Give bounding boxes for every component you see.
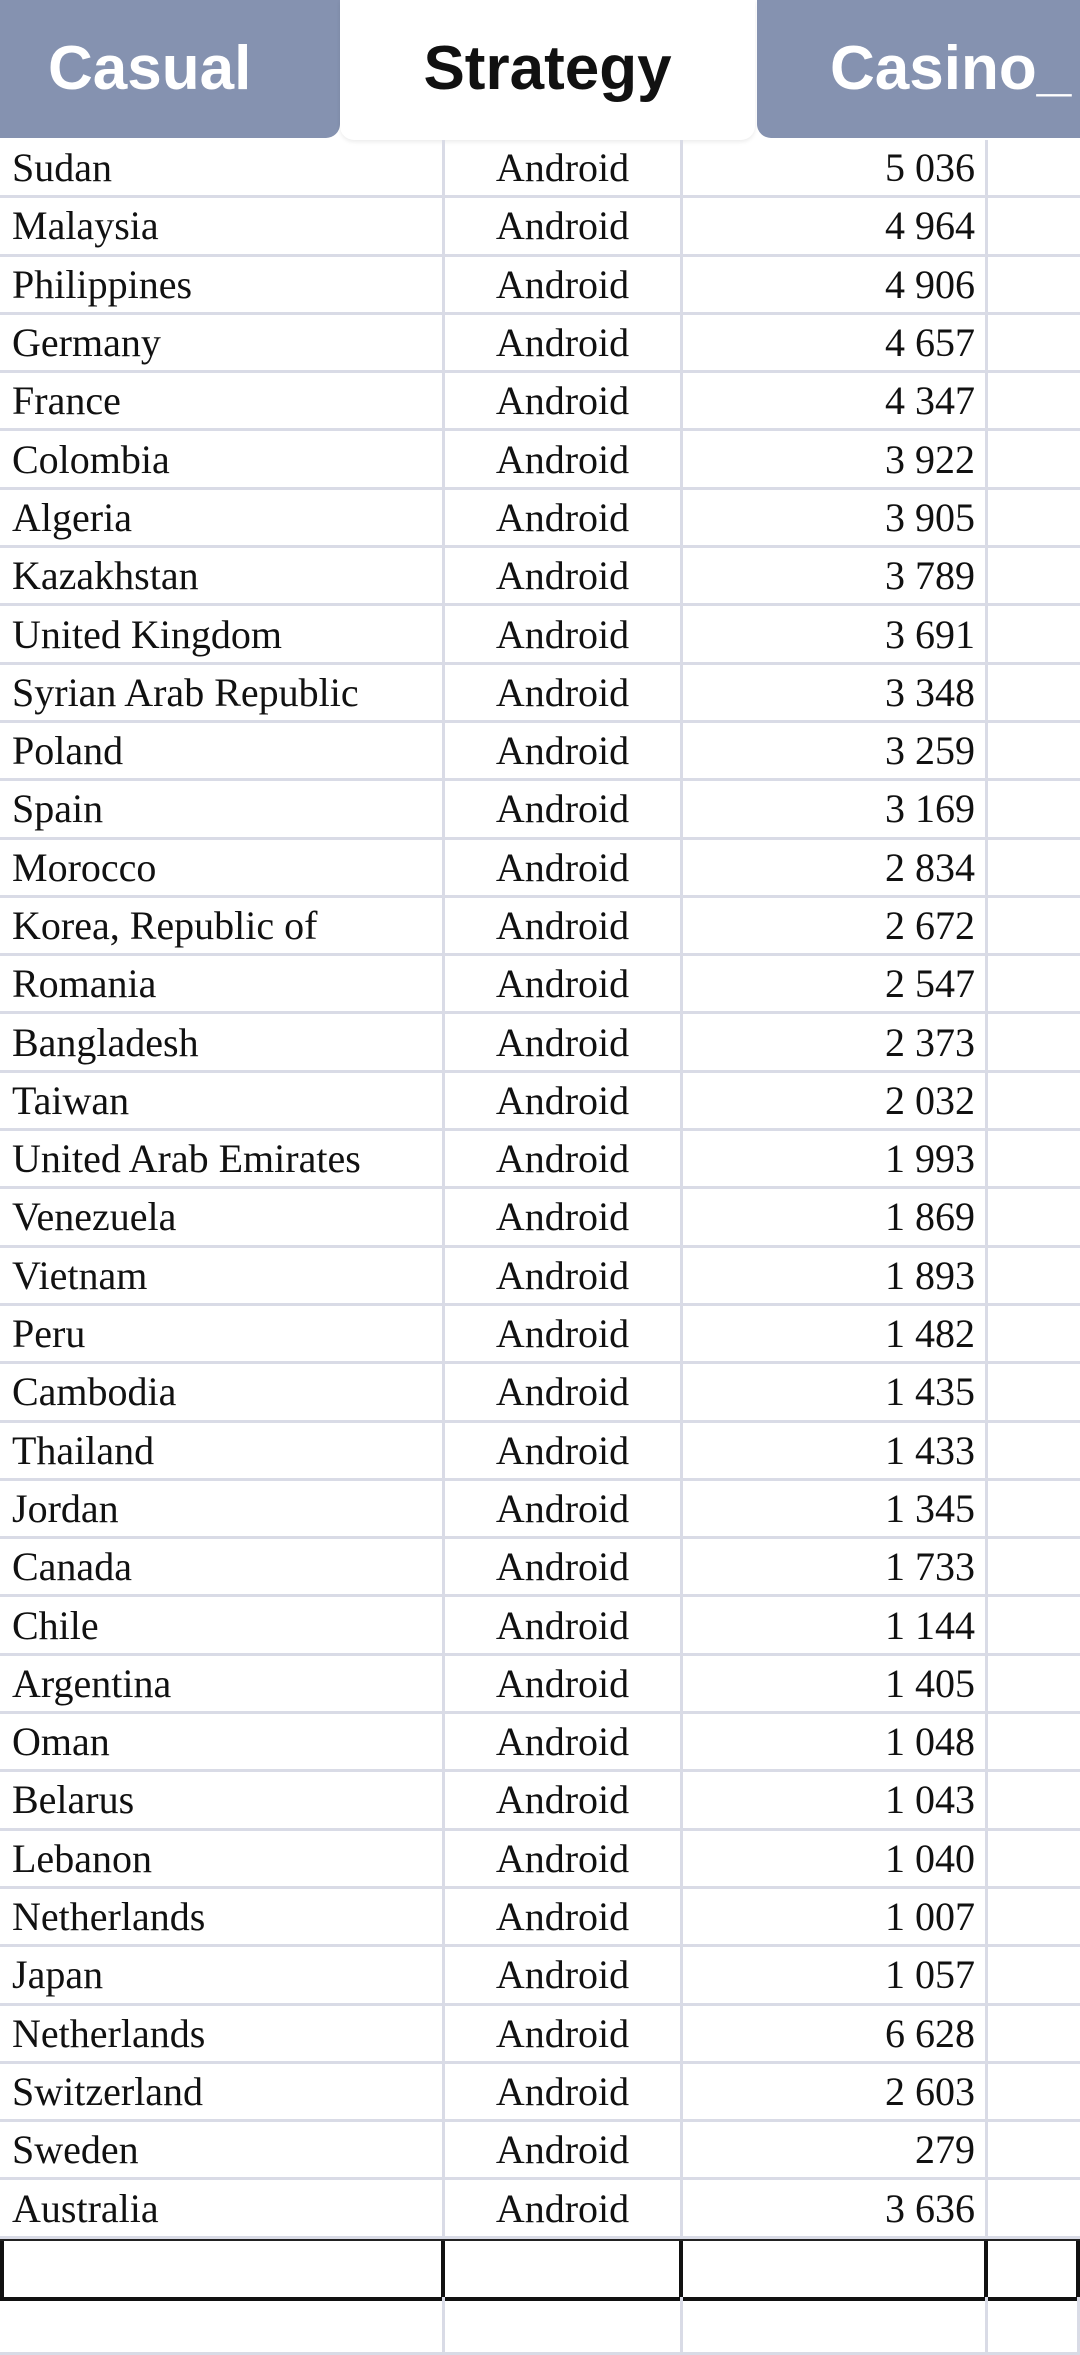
empty-cell[interactable] bbox=[988, 2064, 1080, 2119]
value-cell[interactable]: 3 348 bbox=[683, 665, 988, 720]
platform-cell[interactable]: Android bbox=[445, 1423, 683, 1478]
platform-cell[interactable]: Android bbox=[445, 723, 683, 778]
country-cell[interactable]: Lebanon bbox=[0, 1831, 445, 1886]
platform-cell[interactable]: Android bbox=[445, 1656, 683, 1711]
platform-cell[interactable]: Android bbox=[445, 1889, 683, 1944]
country-cell[interactable]: Syrian Arab Republic bbox=[0, 665, 445, 720]
platform-cell[interactable]: Android bbox=[445, 315, 683, 370]
table-row bbox=[0, 1539, 1080, 1597]
empty-cell[interactable] bbox=[988, 2241, 1080, 2297]
platform-cell[interactable]: Android bbox=[445, 257, 683, 312]
table-row bbox=[0, 1947, 1080, 2005]
platform-cell[interactable]: Android bbox=[445, 198, 683, 253]
table-row bbox=[0, 840, 1080, 898]
platform-cell[interactable]: Android bbox=[445, 1131, 683, 1186]
country-cell[interactable]: Morocco bbox=[0, 840, 445, 895]
table-row bbox=[0, 1481, 1080, 1539]
platform-cell[interactable]: Android bbox=[445, 1248, 683, 1303]
value-cell[interactable]: 3 905 bbox=[683, 490, 988, 545]
value-cell[interactable]: 1 993 bbox=[683, 1131, 988, 1186]
platform-cell[interactable]: Android bbox=[445, 1189, 683, 1244]
empty-cell[interactable] bbox=[988, 1423, 1080, 1478]
table-row bbox=[0, 1831, 1080, 1889]
value-cell[interactable]: 1 435 bbox=[683, 1364, 988, 1419]
value-cell[interactable]: 3 789 bbox=[683, 548, 988, 603]
platform-cell[interactable]: Android bbox=[445, 431, 683, 486]
country-cell[interactable]: Jordan bbox=[0, 1481, 445, 1536]
table-row bbox=[0, 781, 1080, 839]
empty-cell[interactable] bbox=[0, 2241, 445, 2297]
country-cell[interactable]: Oman bbox=[0, 1714, 445, 1769]
country-cell[interactable]: Korea, Republic of bbox=[0, 898, 445, 953]
platform-cell[interactable]: Android bbox=[445, 1481, 683, 1536]
value-cell[interactable]: 3 922 bbox=[683, 431, 988, 486]
table-row bbox=[0, 1889, 1080, 1947]
table-row bbox=[0, 2122, 1080, 2180]
country-cell[interactable]: Argentina bbox=[0, 1656, 445, 1711]
country-cell[interactable]: Colombia bbox=[0, 431, 445, 486]
country-cell[interactable]: Poland bbox=[0, 723, 445, 778]
platform-cell[interactable]: Android bbox=[445, 1539, 683, 1594]
value-cell[interactable]: 2 603 bbox=[683, 2064, 988, 2119]
table-row bbox=[0, 373, 1080, 431]
table-row bbox=[0, 1714, 1080, 1772]
value-cell[interactable]: 1 040 bbox=[683, 1831, 988, 1886]
platform-cell[interactable]: Android bbox=[445, 781, 683, 836]
platform-cell[interactable]: Android bbox=[445, 1014, 683, 1069]
value-cell[interactable]: 3 636 bbox=[683, 2180, 988, 2235]
table-row bbox=[0, 1073, 1080, 1131]
value-cell[interactable]: 3 259 bbox=[683, 723, 988, 778]
table-row bbox=[0, 1306, 1080, 1364]
value-cell[interactable]: 1 433 bbox=[683, 1423, 988, 1478]
empty-cell[interactable] bbox=[683, 2297, 988, 2352]
table-row bbox=[0, 956, 1080, 1014]
value-cell[interactable]: 4 347 bbox=[683, 373, 988, 428]
value-cell[interactable]: 4 906 bbox=[683, 257, 988, 312]
empty-cell[interactable] bbox=[683, 2241, 988, 2297]
country-cell[interactable]: Sweden bbox=[0, 2122, 445, 2177]
table-row bbox=[0, 1364, 1080, 1422]
empty-cell[interactable] bbox=[988, 1597, 1080, 1652]
blank-row[interactable] bbox=[0, 2297, 1080, 2355]
country-cell[interactable]: Canada bbox=[0, 1539, 445, 1594]
empty-cell[interactable] bbox=[988, 1189, 1080, 1244]
table-row bbox=[0, 198, 1080, 256]
table-row bbox=[0, 1248, 1080, 1306]
platform-cell[interactable]: Android bbox=[445, 373, 683, 428]
platform-cell[interactable]: Android bbox=[445, 2006, 683, 2061]
empty-cell[interactable] bbox=[988, 431, 1080, 486]
platform-cell[interactable]: Android bbox=[445, 840, 683, 895]
value-cell[interactable]: 1 345 bbox=[683, 1481, 988, 1536]
empty-cell[interactable] bbox=[988, 1947, 1080, 2002]
empty-cell[interactable] bbox=[988, 1656, 1080, 1711]
table-row bbox=[0, 1189, 1080, 1247]
country-cell[interactable]: Peru bbox=[0, 1306, 445, 1361]
country-cell[interactable]: Kazakhstan bbox=[0, 548, 445, 603]
empty-cell[interactable] bbox=[988, 257, 1080, 312]
empty-cell[interactable] bbox=[445, 2241, 683, 2297]
country-cell[interactable]: Australia bbox=[0, 2180, 445, 2235]
country-cell[interactable]: Romania bbox=[0, 956, 445, 1011]
country-cell[interactable]: Germany bbox=[0, 315, 445, 370]
country-cell[interactable]: Malaysia bbox=[0, 198, 445, 253]
platform-cell[interactable]: Android bbox=[445, 1947, 683, 2002]
value-cell[interactable]: 1 048 bbox=[683, 1714, 988, 1769]
empty-cell[interactable] bbox=[988, 1248, 1080, 1303]
empty-cell[interactable] bbox=[988, 781, 1080, 836]
value-cell[interactable]: 1 733 bbox=[683, 1539, 988, 1594]
platform-cell[interactable]: Android bbox=[445, 548, 683, 603]
value-cell[interactable]: 2 547 bbox=[683, 956, 988, 1011]
platform-cell[interactable]: Android bbox=[445, 898, 683, 953]
value-cell[interactable]: 1 043 bbox=[683, 1772, 988, 1827]
value-cell[interactable]: 1 057 bbox=[683, 1947, 988, 2002]
empty-cell[interactable] bbox=[988, 665, 1080, 720]
value-cell[interactable]: 1 144 bbox=[683, 1597, 988, 1652]
table-row bbox=[0, 548, 1080, 606]
country-cell[interactable]: Switzerland bbox=[0, 2064, 445, 2119]
country-cell[interactable]: Japan bbox=[0, 1947, 445, 2002]
empty-cell[interactable] bbox=[988, 2006, 1080, 2061]
value-cell[interactable]: 4 657 bbox=[683, 315, 988, 370]
value-cell[interactable]: 2 672 bbox=[683, 898, 988, 953]
platform-cell[interactable]: Android bbox=[445, 1597, 683, 1652]
empty-cell[interactable] bbox=[988, 840, 1080, 895]
platform-cell[interactable]: Android bbox=[445, 1772, 683, 1827]
value-cell[interactable]: 4 964 bbox=[683, 198, 988, 253]
platform-cell[interactable]: Android bbox=[445, 2064, 683, 2119]
selected-empty-row[interactable] bbox=[0, 2239, 1080, 2297]
empty-cell[interactable] bbox=[988, 490, 1080, 545]
sheet-tab-bar bbox=[0, 0, 1080, 140]
value-cell[interactable]: 1 893 bbox=[683, 1248, 988, 1303]
table-row bbox=[0, 1131, 1080, 1189]
table-row bbox=[0, 257, 1080, 315]
empty-cell[interactable] bbox=[988, 2297, 1080, 2352]
table-row bbox=[0, 2180, 1080, 2238]
country-cell[interactable]: Spain bbox=[0, 781, 445, 836]
empty-cell[interactable] bbox=[988, 198, 1080, 253]
empty-cell[interactable] bbox=[988, 1131, 1080, 1186]
table-row bbox=[0, 490, 1080, 548]
platform-cell[interactable]: Android bbox=[445, 956, 683, 1011]
value-cell[interactable]: 5 036 bbox=[683, 140, 988, 195]
value-cell[interactable]: 2 032 bbox=[683, 1073, 988, 1128]
empty-cell[interactable] bbox=[988, 315, 1080, 370]
empty-cell[interactable] bbox=[988, 1831, 1080, 1886]
country-cell[interactable]: Vietnam bbox=[0, 1248, 445, 1303]
table-row bbox=[0, 1423, 1080, 1481]
platform-cell[interactable]: Android bbox=[445, 2180, 683, 2235]
empty-cell[interactable] bbox=[988, 1014, 1080, 1069]
empty-cell[interactable] bbox=[988, 898, 1080, 953]
empty-cell[interactable] bbox=[988, 1714, 1080, 1769]
country-cell[interactable]: Sudan bbox=[0, 140, 445, 195]
country-cell[interactable]: United Kingdom bbox=[0, 606, 445, 661]
table-row bbox=[0, 1656, 1080, 1714]
country-cell[interactable]: Thailand bbox=[0, 1423, 445, 1478]
country-cell[interactable]: Cambodia bbox=[0, 1364, 445, 1419]
table-row bbox=[0, 665, 1080, 723]
spreadsheet-grid bbox=[0, 140, 1080, 2355]
table-row bbox=[0, 140, 1080, 198]
empty-cell[interactable] bbox=[0, 2297, 445, 2352]
platform-cell[interactable]: Android bbox=[445, 1714, 683, 1769]
empty-cell[interactable] bbox=[988, 548, 1080, 603]
table-row bbox=[0, 431, 1080, 489]
empty-cell[interactable] bbox=[988, 606, 1080, 661]
table-row bbox=[0, 1597, 1080, 1655]
table-row bbox=[0, 723, 1080, 781]
country-cell[interactable]: Netherlands bbox=[0, 1889, 445, 1944]
country-cell[interactable]: United Arab Emirates bbox=[0, 1131, 445, 1186]
empty-cell[interactable] bbox=[988, 1772, 1080, 1827]
platform-cell[interactable]: Android bbox=[445, 606, 683, 661]
platform-cell[interactable]: Android bbox=[445, 2122, 683, 2177]
table-row bbox=[0, 1772, 1080, 1830]
empty-cell[interactable] bbox=[988, 1073, 1080, 1128]
value-cell[interactable]: 2 834 bbox=[683, 840, 988, 895]
table-row bbox=[0, 2064, 1080, 2122]
platform-cell[interactable]: Android bbox=[445, 490, 683, 545]
empty-cell[interactable] bbox=[988, 956, 1080, 1011]
empty-cell[interactable] bbox=[988, 140, 1080, 195]
country-cell[interactable]: Philippines bbox=[0, 257, 445, 312]
table-row bbox=[0, 1014, 1080, 1072]
country-cell[interactable]: Belarus bbox=[0, 1772, 445, 1827]
value-cell[interactable]: 3 691 bbox=[683, 606, 988, 661]
empty-cell[interactable] bbox=[988, 1364, 1080, 1419]
country-cell[interactable]: France bbox=[0, 373, 445, 428]
tab-strategy[interactable]: Strategy bbox=[340, 0, 755, 140]
table-row bbox=[0, 606, 1080, 664]
country-cell[interactable]: Netherlands bbox=[0, 2006, 445, 2061]
country-cell[interactable]: Algeria bbox=[0, 490, 445, 545]
tab-casual[interactable]: Casual bbox=[0, 0, 340, 138]
table-row bbox=[0, 2006, 1080, 2064]
value-cell[interactable]: 1 482 bbox=[683, 1306, 988, 1361]
empty-cell[interactable] bbox=[988, 1306, 1080, 1361]
country-cell[interactable]: Taiwan bbox=[0, 1073, 445, 1128]
value-cell[interactable]: 1 007 bbox=[683, 1889, 988, 1944]
empty-cell[interactable] bbox=[988, 723, 1080, 778]
empty-cell[interactable] bbox=[445, 2297, 683, 2352]
country-cell[interactable]: Bangladesh bbox=[0, 1014, 445, 1069]
value-cell[interactable]: 6 628 bbox=[683, 2006, 988, 2061]
platform-cell[interactable]: Android bbox=[445, 140, 683, 195]
empty-cell[interactable] bbox=[988, 373, 1080, 428]
value-cell[interactable]: 279 bbox=[683, 2122, 988, 2177]
empty-cell[interactable] bbox=[988, 1539, 1080, 1594]
platform-cell[interactable]: Android bbox=[445, 1073, 683, 1128]
platform-cell[interactable]: Android bbox=[445, 665, 683, 720]
tab-casino[interactable]: Casino_ bbox=[757, 0, 1080, 138]
country-cell[interactable]: Chile bbox=[0, 1597, 445, 1652]
empty-cell[interactable] bbox=[988, 1481, 1080, 1536]
platform-cell[interactable]: Android bbox=[445, 1306, 683, 1361]
value-cell[interactable]: 2 373 bbox=[683, 1014, 988, 1069]
table-row bbox=[0, 898, 1080, 956]
platform-cell[interactable]: Android bbox=[445, 1831, 683, 1886]
empty-cell[interactable] bbox=[988, 2122, 1080, 2177]
empty-cell[interactable] bbox=[988, 1889, 1080, 1944]
value-cell[interactable]: 1 405 bbox=[683, 1656, 988, 1711]
empty-cell[interactable] bbox=[988, 2180, 1080, 2235]
country-cell[interactable]: Venezuela bbox=[0, 1189, 445, 1244]
table-row bbox=[0, 315, 1080, 373]
value-cell[interactable]: 1 869 bbox=[683, 1189, 988, 1244]
value-cell[interactable]: 3 169 bbox=[683, 781, 988, 836]
platform-cell[interactable]: Android bbox=[445, 1364, 683, 1419]
